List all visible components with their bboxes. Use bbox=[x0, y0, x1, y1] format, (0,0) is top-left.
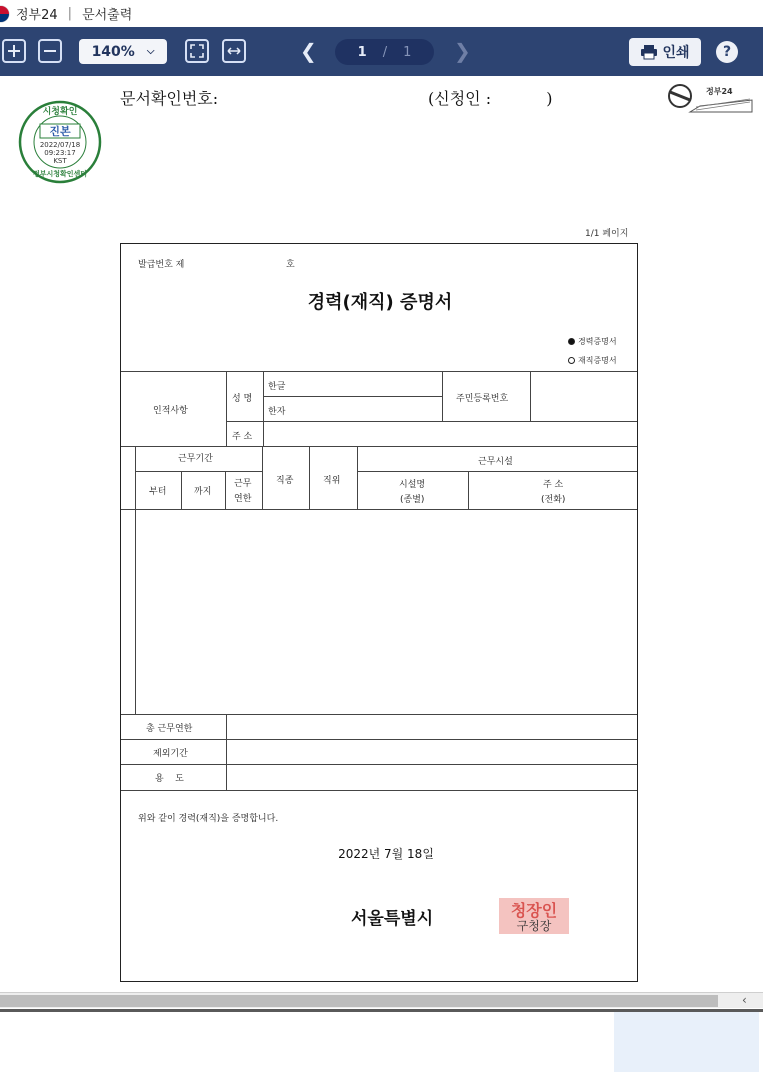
option-employment bbox=[568, 355, 617, 366]
rule bbox=[262, 446, 263, 509]
fit-width-button[interactable] bbox=[222, 39, 246, 63]
viewer-toolbar bbox=[0, 27, 763, 76]
rule bbox=[121, 790, 637, 791]
option-career bbox=[568, 336, 617, 347]
print-label: 인쇄 bbox=[662, 45, 690, 61]
horizontal-scrollbar[interactable] bbox=[0, 992, 763, 1008]
hanja-label: 한자 bbox=[268, 407, 286, 417]
hangul-label: 한글 bbox=[268, 382, 286, 392]
from-label: 부터 bbox=[149, 487, 167, 497]
fit-width-icon bbox=[226, 43, 242, 59]
issue-number-suffix: 호 bbox=[286, 260, 295, 270]
filled-radio-icon bbox=[568, 338, 575, 345]
personal-info-label: 인적사항 bbox=[153, 406, 188, 416]
page-separator: / bbox=[382, 44, 388, 60]
resident-number-label: 주민등록번호 bbox=[456, 394, 509, 404]
rule bbox=[121, 446, 637, 447]
fit-page-button[interactable] bbox=[185, 39, 209, 63]
document-viewport[interactable] bbox=[0, 76, 763, 992]
korea-gov-logo-icon bbox=[0, 5, 10, 23]
chevron-down-icon: ⌵ bbox=[146, 46, 155, 57]
work-period-label: 근무기간 bbox=[178, 454, 213, 464]
excluded-period-label: 제외기간 bbox=[153, 749, 188, 759]
certify-text: 위와 같이 경력(재직)을 증명합니다. bbox=[138, 814, 279, 824]
gov24-logo-text: 정부24 bbox=[706, 87, 733, 96]
help-icon: ? bbox=[722, 44, 732, 60]
chevron-left-icon: ❮ bbox=[300, 39, 317, 63]
zoom-out-button[interactable] bbox=[38, 39, 62, 63]
verification-stamp bbox=[18, 100, 102, 184]
app-name: 정부24 bbox=[16, 8, 58, 23]
rule bbox=[309, 446, 310, 509]
rule bbox=[263, 396, 443, 397]
stamp-center-text: 진본 bbox=[49, 125, 71, 138]
facility-type-label: (종별) bbox=[400, 495, 425, 505]
print-button[interactable] bbox=[629, 38, 701, 66]
rule bbox=[468, 471, 469, 509]
rule bbox=[442, 371, 443, 421]
taskbar-panel bbox=[614, 1012, 759, 1072]
empty-radio-icon bbox=[568, 357, 575, 364]
purpose-label: 용 도 bbox=[155, 774, 184, 784]
certificate-form bbox=[120, 243, 638, 982]
stamp-tz: KST bbox=[53, 157, 67, 165]
zoom-select[interactable] bbox=[79, 39, 167, 64]
rule bbox=[121, 739, 637, 740]
rule bbox=[135, 446, 136, 714]
title-separator: | bbox=[67, 6, 73, 21]
confirm-number-label: 문서확인번호: bbox=[120, 89, 219, 108]
job-type-label: 직종 bbox=[276, 476, 294, 486]
work-years-label-1: 근무 bbox=[234, 479, 252, 489]
window-titlebar bbox=[0, 0, 763, 27]
official-seal bbox=[497, 896, 571, 936]
zoom-in-button[interactable] bbox=[2, 39, 26, 63]
work-years-label-2: 연한 bbox=[234, 494, 252, 504]
rule bbox=[226, 371, 227, 446]
fit-page-icon bbox=[189, 43, 205, 59]
applicant-field bbox=[428, 86, 552, 109]
scroll-right-icon[interactable]: ‹ bbox=[742, 993, 747, 1007]
applicant-close: ) bbox=[546, 89, 553, 108]
prev-page-button[interactable] bbox=[300, 40, 317, 62]
printer-icon bbox=[640, 44, 658, 60]
rule bbox=[121, 509, 637, 510]
rule bbox=[226, 421, 637, 422]
applicant-label: (신청인 : bbox=[428, 89, 492, 108]
zoom-value: 140% bbox=[91, 43, 135, 60]
plus-icon bbox=[6, 43, 22, 59]
rule bbox=[121, 714, 637, 715]
next-page-button[interactable] bbox=[454, 40, 471, 62]
address-label: 주 소 bbox=[232, 432, 253, 442]
rule bbox=[135, 471, 262, 472]
current-page: 1 bbox=[357, 44, 367, 60]
seal-text: 청장인 bbox=[510, 901, 558, 920]
name-label: 성 명 bbox=[232, 394, 253, 404]
rule bbox=[226, 714, 227, 790]
rule bbox=[357, 446, 358, 509]
rule bbox=[225, 471, 226, 509]
workplace-label: 근무시설 bbox=[478, 457, 513, 467]
rule bbox=[121, 764, 637, 765]
stamp-date: 2022/07/18 bbox=[39, 141, 81, 149]
stamp-bottom-text: 정부시청확인센터 bbox=[32, 170, 88, 178]
facility-phone-label: (전화) bbox=[541, 495, 566, 505]
stamp-time: 09:23:17 bbox=[44, 149, 76, 157]
window-title: 문서출력 bbox=[82, 8, 133, 23]
position-label: 직위 bbox=[323, 476, 341, 486]
gov24-logo bbox=[660, 82, 754, 114]
rule bbox=[357, 471, 637, 472]
page-indicator-pill[interactable] bbox=[335, 39, 434, 65]
rule bbox=[121, 371, 637, 372]
seal-sub-text: 구청장 bbox=[516, 919, 552, 933]
facility-address-label: 주 소 bbox=[543, 480, 564, 490]
issue-number-label: 발급번호 제 bbox=[138, 260, 185, 270]
scrollbar-thumb[interactable] bbox=[0, 995, 718, 1007]
chevron-right-icon: ❯ bbox=[454, 39, 471, 63]
stamp-top-text: 시청확인 bbox=[42, 107, 78, 117]
help-button[interactable] bbox=[716, 41, 738, 63]
facility-name-label: 시설명 bbox=[399, 480, 426, 490]
option-employment-label: 재직증명서 bbox=[578, 356, 617, 365]
form-title: 경력(재직) 증명서 bbox=[307, 292, 453, 313]
rule bbox=[263, 371, 264, 446]
rule bbox=[181, 471, 182, 509]
total-years-label: 총 근무연한 bbox=[146, 724, 193, 734]
option-career-label: 경력증명서 bbox=[578, 337, 617, 346]
rule bbox=[530, 371, 531, 421]
to-label: 까지 bbox=[194, 487, 212, 497]
total-pages: 1 bbox=[403, 44, 412, 60]
issue-date: 2022년 7월 18일 bbox=[338, 847, 434, 861]
minus-icon bbox=[42, 43, 58, 59]
issuer-name: 서울특별시 bbox=[351, 909, 434, 929]
page-number-label: 1/1 페이지 bbox=[585, 229, 629, 239]
